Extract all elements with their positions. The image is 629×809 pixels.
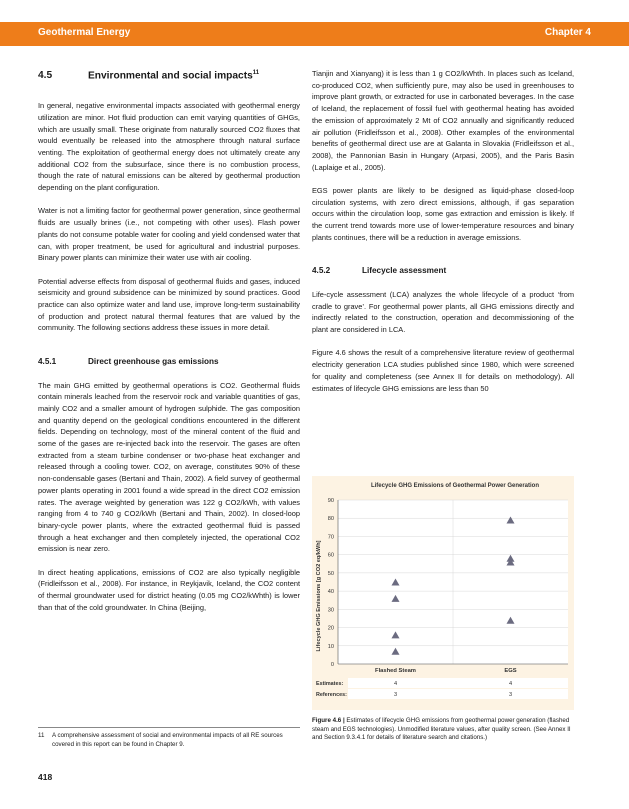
- table-cell: 4: [393, 681, 398, 687]
- section-title: Environmental and social impacts: [88, 70, 253, 82]
- x-category-label: Flashed Steam: [375, 668, 416, 674]
- y-tick-label: 0: [330, 662, 334, 668]
- chart-title: Lifecycle GHG Emissions of Geothermal Power Generation: [370, 483, 540, 489]
- paragraph: Life-cycle assessment (LCA) analyzes the whole lifecycle of a product ‘from cradle to grave’. For geothermal power plants, all GHG emissions directly and indirectly related to the construction, operation and decommissioning of the plant are considered in LCA.: [312, 289, 574, 335]
- lifecycle-ghg-chart: [312, 476, 574, 710]
- y-tick-label: 20: [327, 625, 334, 632]
- table-cell: 3: [508, 692, 513, 698]
- footnote: [38, 727, 300, 749]
- figure-caption: [312, 717, 574, 743]
- y-tick-label: 50: [327, 570, 334, 577]
- y-tick-label: 70: [327, 534, 334, 541]
- caption-label: Figure 4.6 |: [312, 717, 345, 724]
- table-row-bg: [348, 689, 568, 699]
- subsection-number: 4.5.1: [38, 356, 57, 366]
- paragraph: The main GHG emitted by geothermal operations is CO2. Geothermal fluids contain minerals leached from the reservoir rock and variable quantities of gas, mainly CO2 and a smaller amount of hydrogen sulphide. The gas composition and quantity depend on the geological conditions encountered in the different fields. Depending on technology, most of the mineral content of the fluid and some of the gases are re-injected back into the reservoir. The gases are often extracted from a steam turbine condenser or two-phase heat exchanger and released through a cooling tower. CO2, on average, constitutes 90% of these non-condensable gases (Bertani and Thain, 2002). A field survey of geothermal power plants operating in 2001 found a wide spread in the direct CO2 emission rates. The average weighted by generation was 122 g CO2/kWh, with values ranging from 4 to 740 g CO2/kWh (Bertani and Thain, 2002). In closed-loop binary-cycle power plants, where the extracted geothermal fluid is passed through a heat exchanger and then completely injected, the operational CO2 emission is near zero.: [38, 380, 300, 554]
- paragraph: Figure 4.6 shows the result of a comprehensive literature review of geothermal electricity generation LCA studies published since 1980, which were screened for quality and completeness (see Annex II for details on methodology). All estimates of lifecycle GHG emissions are less than 50: [312, 348, 574, 393]
- section-footnote-ref: 11: [252, 70, 260, 76]
- footnote-number: 11: [38, 732, 45, 739]
- section-number: 4.5: [38, 70, 53, 82]
- figure-4-6: [312, 476, 574, 710]
- paragraph: Tianjin and Xianyang) it is less than 1 g CO2/kWhth. In places such as Iceland, co-produced CO2, when sufficiently pure, may also be used in greenhouses to improve plant growth, or extracted for use in carbonated beverages. In the case of Iceland, the replacement of fossil fuel with geothermal heating has avoided the emission of approximately 2 Mt of CO2 annually and significantly reduced air pollution (Fridleifsson et al., 2008). Other examples of the environmental benefits of geothermal direct use are at Galanta in Slovakia (Fridleifsson et al., 2008), the Pannonian Basin in Hungary (Arpasi, 2005), and the Paris Basin (Laplaige et al., 2005).: [312, 69, 574, 172]
- subsection-heading: [38, 356, 300, 368]
- subsection-heading: [312, 265, 574, 277]
- footnote-text: A comprehensive assessment of social and environmental impacts of all RE sources covered in this report can be found in Chapter 9.: [52, 732, 283, 748]
- page-number: 418: [38, 772, 53, 782]
- right-column: [312, 68, 574, 406]
- subsection-number: 4.5.2: [312, 266, 331, 276]
- page-header: [0, 22, 629, 46]
- y-tick-label: 40: [327, 589, 334, 596]
- header-chapter: Chapter 4: [544, 27, 591, 38]
- y-axis-label: Lifecycle GHG Emissions [g CO2 eq/kWh]: [316, 540, 322, 652]
- paragraph: EGS power plants are likely to be designed as liquid-phase closed-loop circulation systems, with zero direct emissions, although, if gas separation occurs within the circulation loop, some gas extraction and emission is likely. If the current trend towards more use of lower-temperature resources and binary plants continues, there will be a reduction in average emissions.: [312, 186, 574, 242]
- y-tick-label: 10: [327, 643, 334, 650]
- paragraph: Water is not a limiting factor for geothermal power generation, since geothermal fluids are usually brines (i.e., not competing with other uses). Flash power plants do not consume potable water for cooling and yield condensed water that can, with proper treatment, be used for agricultural and industrial purposes. Binary power plants can minimize their water use with air cooling.: [38, 206, 300, 263]
- paragraph: Potential adverse effects from disposal of geothermal fluids and gases, induced seismicity and ground subsidence can be minimized by sound practices. Good practice can also optimize water and land use, improve long-term sustainability of production and protect natural thermal features that are valued by the community. The following sections address these issues in more detail.: [38, 276, 300, 333]
- left-column: [38, 68, 300, 625]
- table-row-label: References:: [316, 692, 347, 698]
- y-tick-label: 80: [327, 516, 334, 523]
- table-cell: 4: [508, 681, 513, 687]
- table-row-label: Estimates:: [316, 681, 344, 687]
- header-book-title: Geothermal Energy: [38, 27, 131, 38]
- y-tick-label: 90: [327, 498, 334, 504]
- table-cell: 3: [393, 692, 398, 698]
- y-tick-label: 60: [327, 552, 334, 559]
- subsection-title: Direct greenhouse gas emissions: [88, 356, 219, 366]
- subsection-title: Lifecycle assessment: [362, 266, 447, 276]
- paragraph: In direct heating applications, emissions of CO2 are also typically negligible (Fridleifsson et al., 2008). For instance, in Reykjavik, Iceland, the CO2 content of thermal groundwater used for district heating (0.05 mg CO2/kWhth) is lower than that of the cold groundwater. In China (Beijing,: [38, 567, 300, 612]
- caption-text: Estimates of lifecycle GHG emissions from geothermal power generation (flashed steam and EGS technologies). Unmodified literature values, after quality screen. (See Annex II and Section 9.3.4.1 for details of literature search and citations.): [312, 717, 571, 742]
- section-heading: [38, 68, 300, 82]
- y-tick-label: 30: [327, 607, 334, 614]
- paragraph: In general, negative environmental impacts associated with geothermal energy utilization are minor. Hot fluid production can emit varying quantities of GHGs, which are usually small. These originate from naturally sourced CO2 fluxes that would eventually be released into the atmosphere through natural surface venting. The exploitation of geothermal energy does not ultimately create any additional CO2 from the subsurface, since there is no combustion process, though the rate of natural emissions can be altered by geothermal production depending on the plant configuration.: [38, 101, 300, 193]
- table-row-bg: [348, 678, 568, 688]
- x-category-label: EGS: [504, 668, 517, 674]
